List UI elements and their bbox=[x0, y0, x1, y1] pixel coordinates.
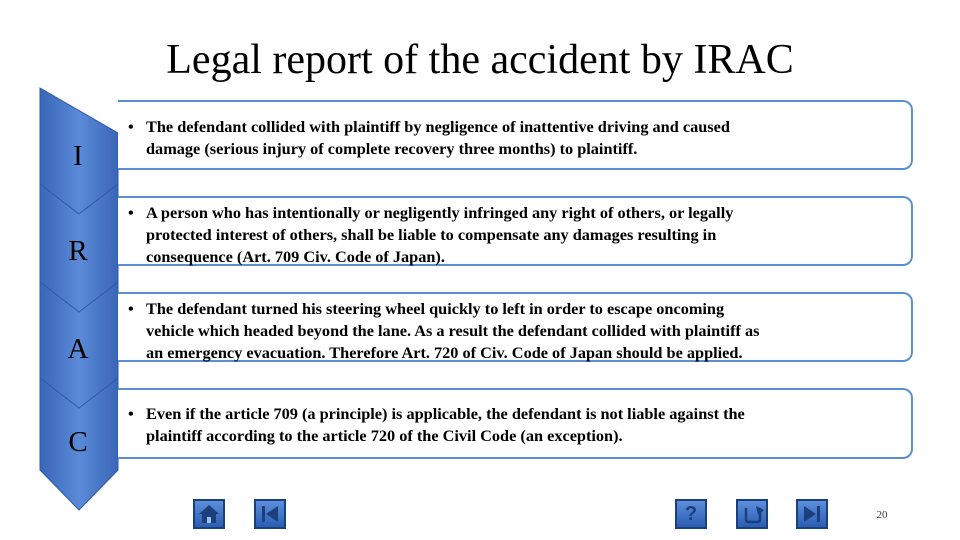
irac-letter-i: I bbox=[73, 140, 83, 172]
last-slide-button[interactable] bbox=[796, 499, 828, 529]
conclusion-box bbox=[118, 388, 913, 459]
help-button[interactable] bbox=[675, 499, 707, 529]
application-line-1: The defendant turned his steering wheel quickly to left in order to escape oncoming bbox=[146, 299, 725, 318]
irac-letter-r: R bbox=[68, 235, 88, 267]
conclusion-line-2: plaintiff according to the article 720 of the Civil Code (an exception). bbox=[146, 426, 623, 445]
application-box bbox=[118, 292, 913, 362]
last-slide-icon bbox=[800, 503, 824, 525]
issue-line-1: The defendant collided with plaintiff by negligence of inattentive driving and caused bbox=[146, 117, 730, 136]
first-slide-button[interactable] bbox=[254, 499, 286, 529]
conclusion-line-1: Even if the article 709 (a principle) is applicable, the defendant is not liable against the bbox=[146, 404, 745, 423]
rule-line-1: A person who has intentionally or negligently infringed any right of others, or legally bbox=[146, 203, 734, 222]
rule-box bbox=[118, 196, 913, 266]
irac-letter-a: A bbox=[67, 333, 89, 365]
first-slide-icon bbox=[258, 503, 282, 525]
page-number: 20 bbox=[876, 509, 888, 521]
return-button[interactable] bbox=[736, 499, 768, 529]
bullet: • bbox=[128, 404, 134, 423]
rule-line-2: protected interest of others, shall be liable to compensate any damages resulting in bbox=[146, 225, 717, 244]
help-icon: ? bbox=[684, 502, 698, 525]
issue-box bbox=[118, 100, 913, 170]
irac-letter-c: C bbox=[68, 426, 88, 458]
home-icon bbox=[197, 503, 221, 525]
return-icon bbox=[740, 503, 764, 525]
bullet: • bbox=[128, 299, 134, 318]
application-line-2: vehicle which headed beyond the lane. As a result the defendant collided with plaintiff as bbox=[146, 321, 760, 340]
bullet: • bbox=[128, 117, 134, 136]
slide-title: Legal report of the accident by IRAC bbox=[166, 37, 794, 83]
issue-line-2: damage (serious injury of complete recovery three months) to plaintiff. bbox=[146, 139, 638, 158]
home-button[interactable] bbox=[193, 499, 225, 529]
application-line-3: an emergency evacuation. Therefore Art. 720 of Civ. Code of Japan should be applied. bbox=[146, 343, 743, 362]
bullet: • bbox=[128, 203, 134, 222]
rule-line-3: consequence (Art. 709 Civ. Code of Japan). bbox=[146, 247, 445, 266]
